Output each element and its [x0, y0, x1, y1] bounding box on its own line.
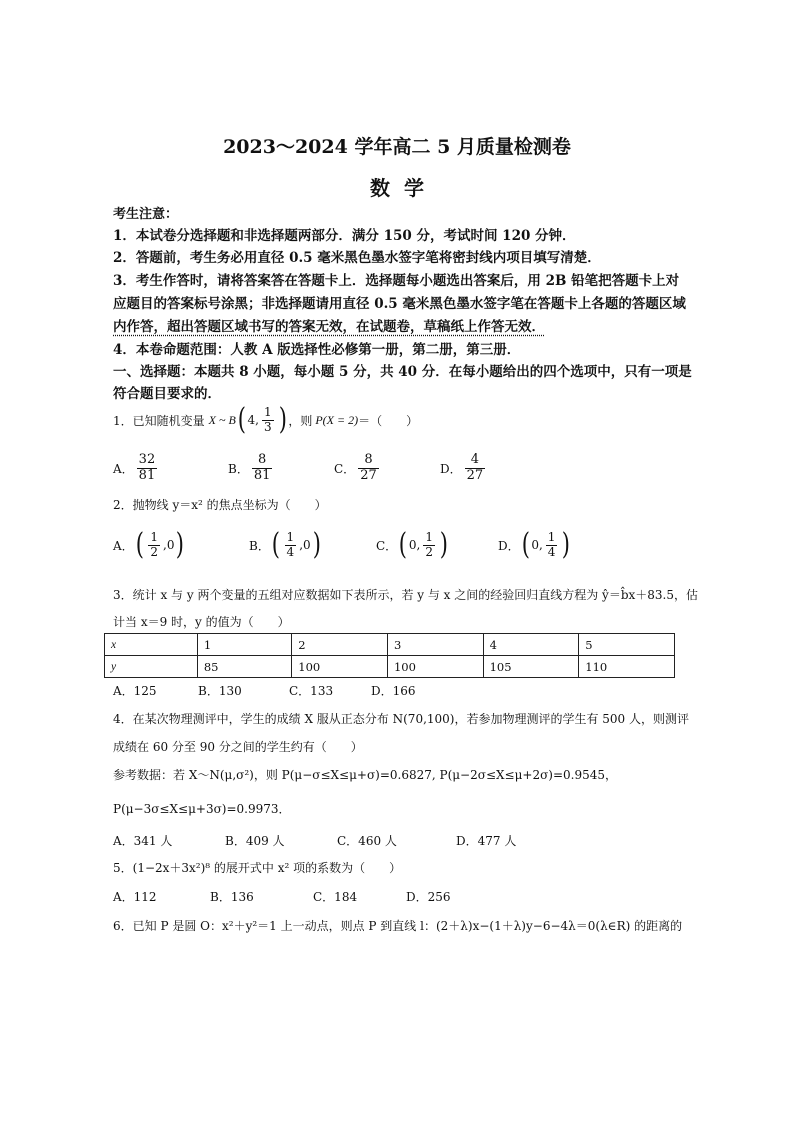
question-5: 5．(1−2x＋3x²)⁸ 的展开式中 x² 项的系数为（ ）	[113, 861, 402, 875]
table-cell: x	[105, 634, 198, 656]
section-heading: 一、选择题：本题共 8 小题，每小题 5 分，共 40 分．在每小题给出的四个选项中，只有一项是	[113, 364, 692, 380]
q4-option-c[interactable]: C．460 人	[337, 834, 397, 848]
exam-title: 2023～2024 学年高二 5 月质量检测卷	[223, 136, 571, 158]
q3-option-d[interactable]: D．166	[371, 684, 416, 698]
q5-option-d[interactable]: D．256	[406, 890, 451, 904]
option-label: D．	[440, 461, 462, 476]
question-2: 2．抛物线 y＝x² 的焦点坐标为（ ）	[113, 498, 327, 512]
option-label: D．	[498, 538, 520, 553]
question-1-prefix: 1．已知随机变量	[113, 413, 205, 428]
option-tail: ,0	[163, 538, 175, 552]
option-fraction: $\frac{8}{81}$	[253, 452, 271, 483]
q1-option-b[interactable]	[228, 453, 275, 484]
option-fraction: $\frac{8}{27}$	[360, 452, 377, 483]
option-fraction: $\frac{1}{4}$	[286, 529, 295, 559]
q2-option-c[interactable]	[376, 527, 450, 562]
section-heading-cont: 符合题目要求的．	[113, 386, 221, 402]
option-fraction: $\frac{1}{2}$	[425, 529, 433, 559]
q1-option-a[interactable]	[113, 453, 160, 484]
q1-option-c[interactable]	[334, 453, 382, 484]
question-4-line2: 成绩在 60 分至 90 分之间的学生约有（ ）	[113, 740, 363, 754]
paren-left: (	[398, 527, 408, 562]
question-6: 6．已知 P 是圆 O：x²＋y²＝1 上一动点，则点 P 到直线 l：(2＋λ)x−(1＋λ)y−6−4λ＝0(λ∈R) 的距离的	[113, 919, 683, 933]
subject-title: 数学	[370, 176, 438, 200]
question-4-line1: 4．在某次物理测评中，学生的成绩 X 服从正态分布 N(70,100)，若参加物理测评的学生有 500 人，则测评	[113, 712, 690, 726]
table-cell: 1	[197, 634, 291, 656]
option-label: B．	[249, 538, 270, 553]
q1-variable: X ~ B	[208, 412, 236, 427]
option-label: C．	[376, 538, 398, 553]
fraction-one-third: $\frac{1}{3}$	[263, 404, 272, 434]
question-1-mid: ，则	[288, 413, 313, 428]
q3-option-b[interactable]: B．130	[198, 684, 242, 698]
option-label: B．	[228, 461, 249, 476]
paren-right: )	[176, 527, 185, 562]
notice-item: 3．考生作答时，请将答案答在答题卡上．选择题每小题选出答案后，用 2B 铅笔把答题卡上对	[113, 273, 680, 289]
notice-item: 内作答，超出答题区域书写的答案无效，在试题卷，草稿纸上作答无效．	[113, 319, 545, 335]
option-head: 0,	[408, 538, 421, 552]
paren-left: (	[135, 527, 144, 562]
q2-option-b[interactable]	[249, 527, 322, 562]
question-1	[113, 402, 419, 437]
paren-left: (	[237, 402, 246, 437]
table-cell: 5	[579, 634, 675, 656]
q5-option-c[interactable]: C．184	[313, 890, 358, 904]
notice-item: 应题目的答案标号涂黑；非选择题请用直径 0.5 毫米黑色墨水签字笔在答题卡上各题的答题区域	[113, 296, 686, 312]
notice-item: 1．本试卷分选择题和非选择题两部分．满分 150 分，考试时间 120 分钟．	[113, 228, 576, 244]
q5-option-a[interactable]: A．112	[113, 890, 157, 904]
q4-option-d[interactable]: D．477 人	[456, 834, 517, 848]
option-fraction: $\frac{1}{4}$	[547, 529, 556, 559]
option-tail: ,0	[299, 538, 311, 552]
paren-left: (	[521, 527, 530, 562]
q1-option-d[interactable]	[440, 453, 488, 484]
q3-option-a[interactable]: A．125	[113, 684, 157, 698]
q2-option-d[interactable]	[498, 527, 572, 562]
q3-option-c[interactable]: C．133	[289, 684, 334, 698]
table-cell: 4	[483, 634, 579, 656]
table-cell: 85	[197, 656, 291, 678]
notice-item: 2．答题前，考生务必用直径 0.5 毫米黑色墨水签字笔将密封线内项目填写清楚．	[113, 250, 601, 266]
table-cell: 105	[483, 656, 579, 678]
option-fraction: $\frac{1}{2}$	[150, 529, 159, 559]
q4-option-a[interactable]: A．341 人	[113, 834, 173, 848]
q1-n: 4,	[247, 413, 259, 427]
paren-right: )	[278, 402, 287, 437]
table-row	[105, 656, 675, 678]
paren-right: )	[562, 527, 571, 562]
paren-left: (	[271, 527, 280, 562]
table-row	[105, 634, 675, 656]
paren-right: )	[439, 527, 448, 562]
table-cell: y	[105, 656, 198, 678]
q5-option-b[interactable]: B．136	[210, 890, 254, 904]
option-label: C．	[334, 461, 356, 476]
question-3-line2: 计当 x＝9 时，y 的值为（ ）	[113, 615, 290, 629]
option-label: A．	[113, 538, 134, 553]
question-3-line1: 3．统计 x 与 y 两个变量的五组对应数据如下表所示，若 y 与 x 之间的经验回归直线方程为 ŷ＝b̂x＋83.5，估	[113, 588, 699, 602]
notice-heading: 考生注意：	[113, 207, 179, 222]
table-cell: 110	[579, 656, 675, 678]
q1-prob: P(X = 2)	[315, 412, 359, 427]
table-cell: 3	[387, 634, 483, 656]
option-label: A．	[113, 461, 134, 476]
table-cell: 100	[387, 656, 483, 678]
notice-item: 4．本卷命题范围：人教 A 版选择性必修第一册，第二册，第三册．	[113, 342, 521, 358]
table-cell: 2	[292, 634, 388, 656]
q4-option-b[interactable]: B．409 人	[225, 834, 285, 848]
paren-right: )	[312, 527, 321, 562]
question-1-suffix: ＝（ ）	[358, 413, 419, 428]
q2-option-a[interactable]	[113, 527, 186, 562]
data-table	[104, 633, 675, 678]
question-4-reference-cont: P(μ−3σ≤X≤μ+3σ)=0.9973．	[113, 802, 291, 816]
option-head: 0,	[531, 538, 543, 552]
question-4-reference: 参考数据：若 X～N(μ,σ²)，则 P(μ−σ≤X≤μ+σ)=0.6827, P(μ−2σ≤X≤μ+2σ)=0.9545，	[113, 768, 617, 782]
table-cell: 100	[292, 656, 388, 678]
option-fraction: $\frac{32}{81}$	[138, 452, 156, 483]
option-fraction: $\frac{4}{27}$	[466, 452, 484, 483]
